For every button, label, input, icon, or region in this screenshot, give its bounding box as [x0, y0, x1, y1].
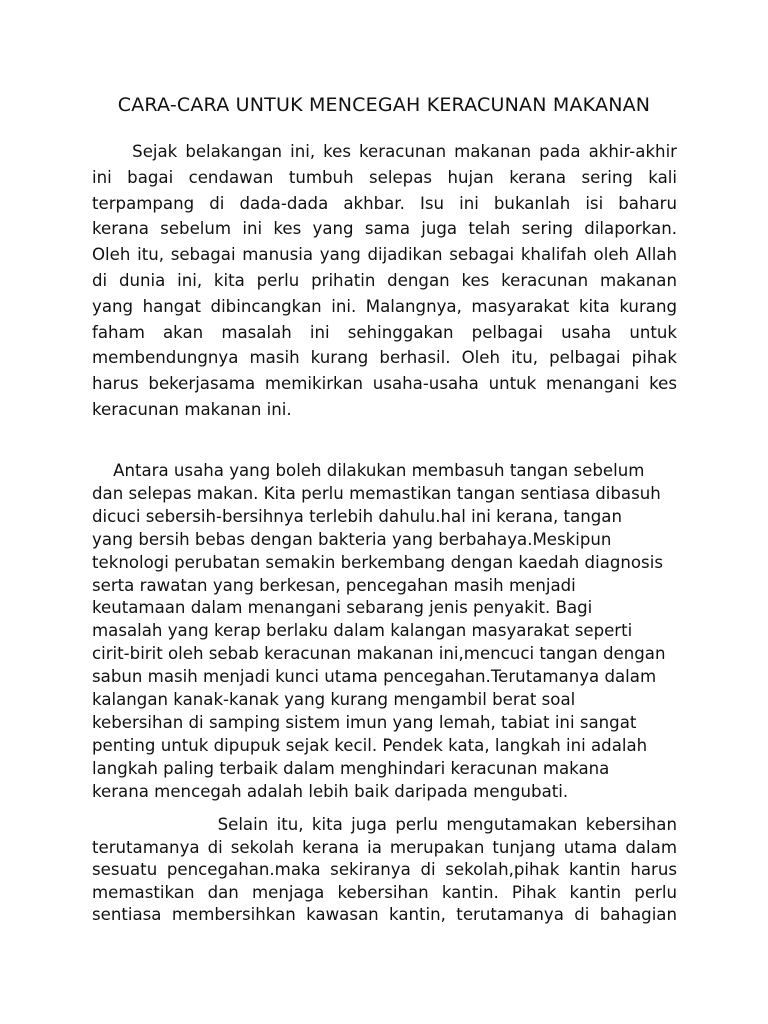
paragraph-line: kerana mencegah adalah lebih baik daripada mengubati. — [92, 781, 569, 801]
paragraph-line: serta rawatan yang berkesan, pencegahan masih menjadi — [92, 575, 576, 595]
paragraph-1 — [92, 139, 677, 423]
paragraph-2 — [92, 460, 677, 804]
paragraph-line: Antara usaha yang boleh dilakukan membasuh tangan sebelum — [92, 461, 645, 480]
paragraph-line: sabun masih menjadi kunci utama pencegahan.Terutamanya dalam — [92, 667, 657, 687]
paragraph-line: keutamaan dalam menangani sebarang jenis penyakit. Bagi — [92, 598, 593, 618]
paragraph-line: faham akan masalah ini sehinggakan pelbagai usaha untuk — [92, 322, 677, 342]
paragraph-line: yang hangat dibincangkan ini. Malangnya, masyarakat kita kurang — [92, 296, 677, 316]
paragraph-line: kebersihan di samping sistem imun yang lemah, tabiat ini sangat — [92, 712, 637, 732]
paragraph-line: kalangan kanak-kanak yang kurang mengambil berat soal — [92, 690, 576, 710]
paragraph-line: kerana sebelum ini kes yang sama juga telah sering dilaporkan. — [92, 219, 677, 239]
paragraph-line: keracunan makanan ini. — [92, 399, 292, 419]
paragraph-line: yang bersih bebas dengan bakteria yang berbahaya.Meskipun — [92, 529, 612, 549]
paragraph-line: cirit-birit oleh sebab keracunan makanan ini,mencuci tangan dengan — [92, 644, 666, 664]
paragraph-line: harus bekerjasama memikirkan usaha-usaha untuk menangani kes — [92, 374, 677, 394]
paragraph-line: dicuci sebersih-bersihnya terlebih dahulu.hal ini kerana, tangan — [92, 506, 622, 526]
paragraph-line: ini bagai cendawan tumbuh selepas hujan kerana sering kali — [92, 167, 677, 187]
paragraph-line: Oleh itu, sebagai manusia yang dijadikan sebagai khalifah oleh Allah — [92, 245, 677, 265]
paragraph-line: Selain itu, kita juga perlu mengutamakan kebersihan — [92, 815, 677, 834]
paragraph-line: langkah paling terbaik dalam menghindari keracunan makana — [92, 758, 610, 778]
paragraph-line: terutamanya di sekolah kerana ia merupakan tunjang utama dalam — [92, 837, 677, 857]
paragraph-line: teknologi perubatan semakin berkembang dengan kaedah diagnosis — [92, 552, 663, 572]
paragraph-line: terpampang di dada-dada akhbar. Isu ini bukanlah isi baharu — [92, 193, 677, 213]
paragraph-line: membendungnya masih kurang berhasil. Oleh itu, pelbagai pihak — [92, 348, 677, 368]
paragraph-line: Sejak belakangan ini, kes keracunan makanan pada akhir-akhir — [92, 142, 677, 161]
document-title: CARA-CARA UNTUK MENCEGAH KERACUNAN MAKANAN — [117, 94, 651, 116]
paragraph-line: memastikan dan menjaga kebersihan kantin. Pihak kantin perlu — [92, 882, 677, 902]
paragraph-line: masalah yang kerap berlaku dalam kalangan masyarakat seperti — [92, 621, 633, 641]
paragraph-3 — [92, 814, 677, 927]
paragraph-line: dan selepas makan. Kita perlu memastikan tangan sentiasa dibasuh — [92, 483, 661, 503]
paragraph-line: penting untuk dipupuk sejak kecil. Pendek kata, langkah ini adalah — [92, 735, 648, 755]
paragraph-line: sentiasa membersihkan kawasan kantin, terutamanya di bahagian — [92, 905, 677, 925]
paragraph-line: di dunia ini, kita perlu prihatin dengan kes keracunan makanan — [92, 270, 677, 290]
paragraph-line: sesuatu pencegahan.maka sekiranya di sekolah,pihak kantin harus — [92, 860, 677, 880]
